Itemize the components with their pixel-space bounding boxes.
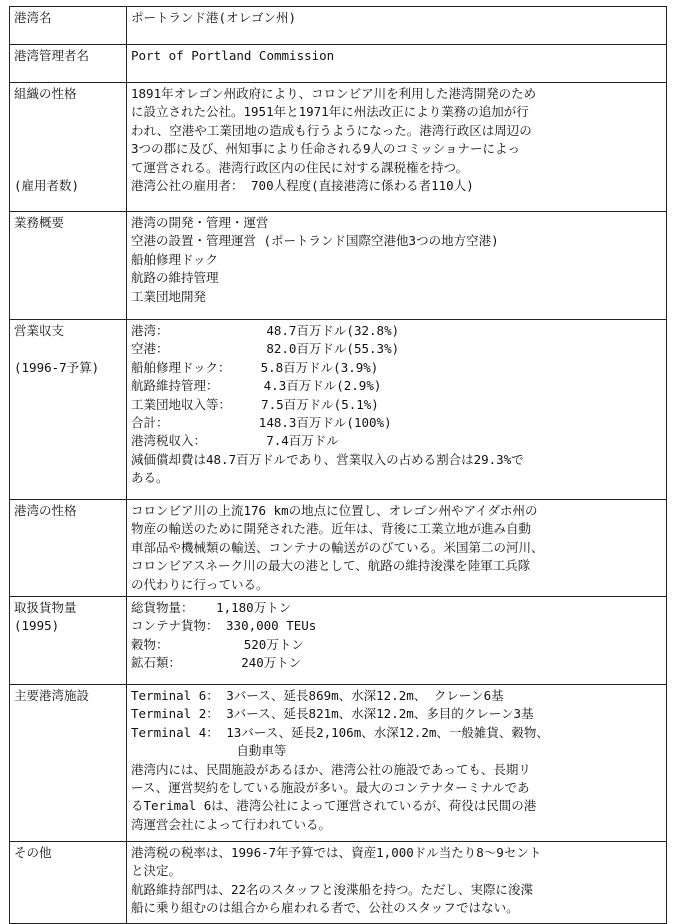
facilities-line-t4: Terminal 4： 13バース、延長2,106m、水深12.2m、一般雑貨、穀物、 [131,724,549,740]
business-line-1: 港湾の開発・管理・運営 [131,215,269,230]
revenue-line-tax: 港湾税収入： 7.4百万ドル [131,433,339,449]
revenue-line-airport: 空港： 82.0百万ドル(55.3%) [131,341,400,357]
facilities-line-t6: Terminal 6： 3バース、延長869m、水深12.2m、 クレーン6基 [131,688,504,704]
character-line-2: 物産の輸送のために開発された港。近年は、背後に工業立地が進み自動 [131,521,532,537]
other-line-1: 港湾税の税率は、1996-7年予算では、資産1,000ドル当たり8～9セント [131,845,542,861]
label-facilities: 主要港湾施設 [10,685,127,842]
row-revenue [10,320,667,500]
organization-line-5: て運営される。港湾行政区内の住民に対する課税権を持つ。 [131,159,469,175]
organization-line-1: 1891年オレゴン州政府により、コロンビア川を利用した港湾開発のため [131,86,537,101]
organization-line-3: われ、空港や工業団地の造成も行うようになった。港湾行政区は周辺の [131,122,532,138]
value-port-authority [127,45,667,83]
row-port-authority [10,45,667,83]
revenue-line-dock: 船舶修理ドック： 5.8百万ドル(3.9%) [131,359,379,375]
row-cargo [10,597,667,685]
row-facilities [10,685,667,842]
label-other: その他 [10,842,127,924]
other-line-2: と決定。 [131,863,182,879]
value-organization [127,83,667,212]
label-revenue-cell [10,320,127,500]
row-character [10,500,667,597]
row-port-name [10,7,667,45]
facilities-line-5: 港湾内には、民間施設があるほか、港湾公社の施設であっても、長期リ [131,761,531,777]
label-cargo-cell [10,597,127,685]
revenue-line-depreciation-end: ある。 [131,470,169,486]
facilities-line-8: 湾運営会社によって行われている。 [131,816,332,832]
facilities-line-t2: Terminal 2： 3バース、延長821m、水深12.2m、多目的クレーン3基 [131,706,534,722]
revenue-line-channel: 航路維持管理： 4.3百万ドル(2.9%) [131,378,382,394]
row-organization [10,83,667,212]
label-cargo: 取扱貨物量 [14,600,77,616]
character-line-3: 車部品や機械類の輸送、コンテナの輸送がのびている。米国第二の河川、 [131,539,544,555]
row-business [10,212,667,320]
business-line-3: 船舶修理ドック [131,251,219,267]
value-business [127,212,667,320]
business-line-2: 空港の設置・管理運営 (ポートランド国際空港他3つの地方空港) [131,233,499,249]
other-line-4: 船に乗り組むのは組合から雇われる者で、公社のスタッフではない。 [131,900,519,916]
other-line-3: 航路維持部門は、22名のスタッフと浚渫船を持つ。ただし、実際に浚渫 [131,881,534,897]
label-organization-employees: (雇用者数) [14,177,80,193]
port-info-table [9,6,667,924]
facilities-line-6: ース、運営契約をしている施設が多い。最大のコンテナターミナルであ [131,780,530,796]
label-port-authority: 港湾管理者名 [10,45,127,83]
label-revenue-budget: (1996-7予算) [14,359,100,375]
value-cargo [127,597,667,685]
label-organization-cell [10,83,127,212]
cargo-line-grain: 穀物： 520万トン [131,636,304,652]
revenue-line-total: 合計： 148.3百万ドル(100%) [131,415,392,431]
character-line-4: コロンビアスネーク川の最大の港として、航路の維持浚渫を陸軍工兵隊 [131,558,531,574]
revenue-line-industrial: 工業団地収入等： 7.5百万ドル(5.1%) [131,396,379,412]
facilities-line-t4-cont: 自動車等 [131,743,287,759]
cargo-line-ore: 鉱石類： 240万トン [131,655,302,671]
value-character [127,500,667,597]
business-line-4: 航路の維持管理 [131,270,219,286]
row-other [10,842,667,924]
label-port-name: 港湾名 [10,7,127,45]
port-authority-line-1: Port of Portland Commission [131,48,335,63]
character-line-5: の代わりに行っている。 [131,576,269,592]
character-line-1: コロンビア川の上流176 kmの地点に位置し、オレゴン州やアイダホ州の [131,503,538,518]
revenue-line-port: 港湾： 48.7百万ドル(32.8%) [131,323,400,338]
revenue-line-depreciation: 減価償却費は48.7百万ドルであり、営業収入の占める割合は29.3%で [131,451,524,467]
label-cargo-year: (1995) [14,618,60,634]
organization-line-4: 3つの郡に及び、州知事により任命される9人のコミッショナーによっ [131,141,521,157]
cargo-line-container: コンテナ貨物： 330,000 TEUs [131,618,317,634]
label-business: 業務概要 [10,212,127,320]
organization-line-2: に設立された公社。1951年と1971年に州法改正により業務の追加が行 [131,104,529,120]
business-line-5: 工業団地開発 [131,288,207,304]
label-character: 港湾の性格 [10,500,127,597]
value-port-name [127,7,667,45]
label-organization: 組織の性格 [14,86,77,101]
value-facilities [127,685,667,842]
label-revenue: 営業収支 [14,323,65,338]
port-name-line-1: ポートランド港(オレゴン州) [131,10,297,25]
organization-line-6: 港湾公社の雇用者： 700人程度(直接港湾に係わる者110人) [131,178,474,194]
facilities-line-7: るTerimal 6は、港湾公社によって運営されているが、荷役は民間の港 [131,798,537,814]
value-other [127,842,667,924]
value-revenue [127,320,667,500]
cargo-line-total: 総貨物量： 1,180万トン [131,600,292,616]
